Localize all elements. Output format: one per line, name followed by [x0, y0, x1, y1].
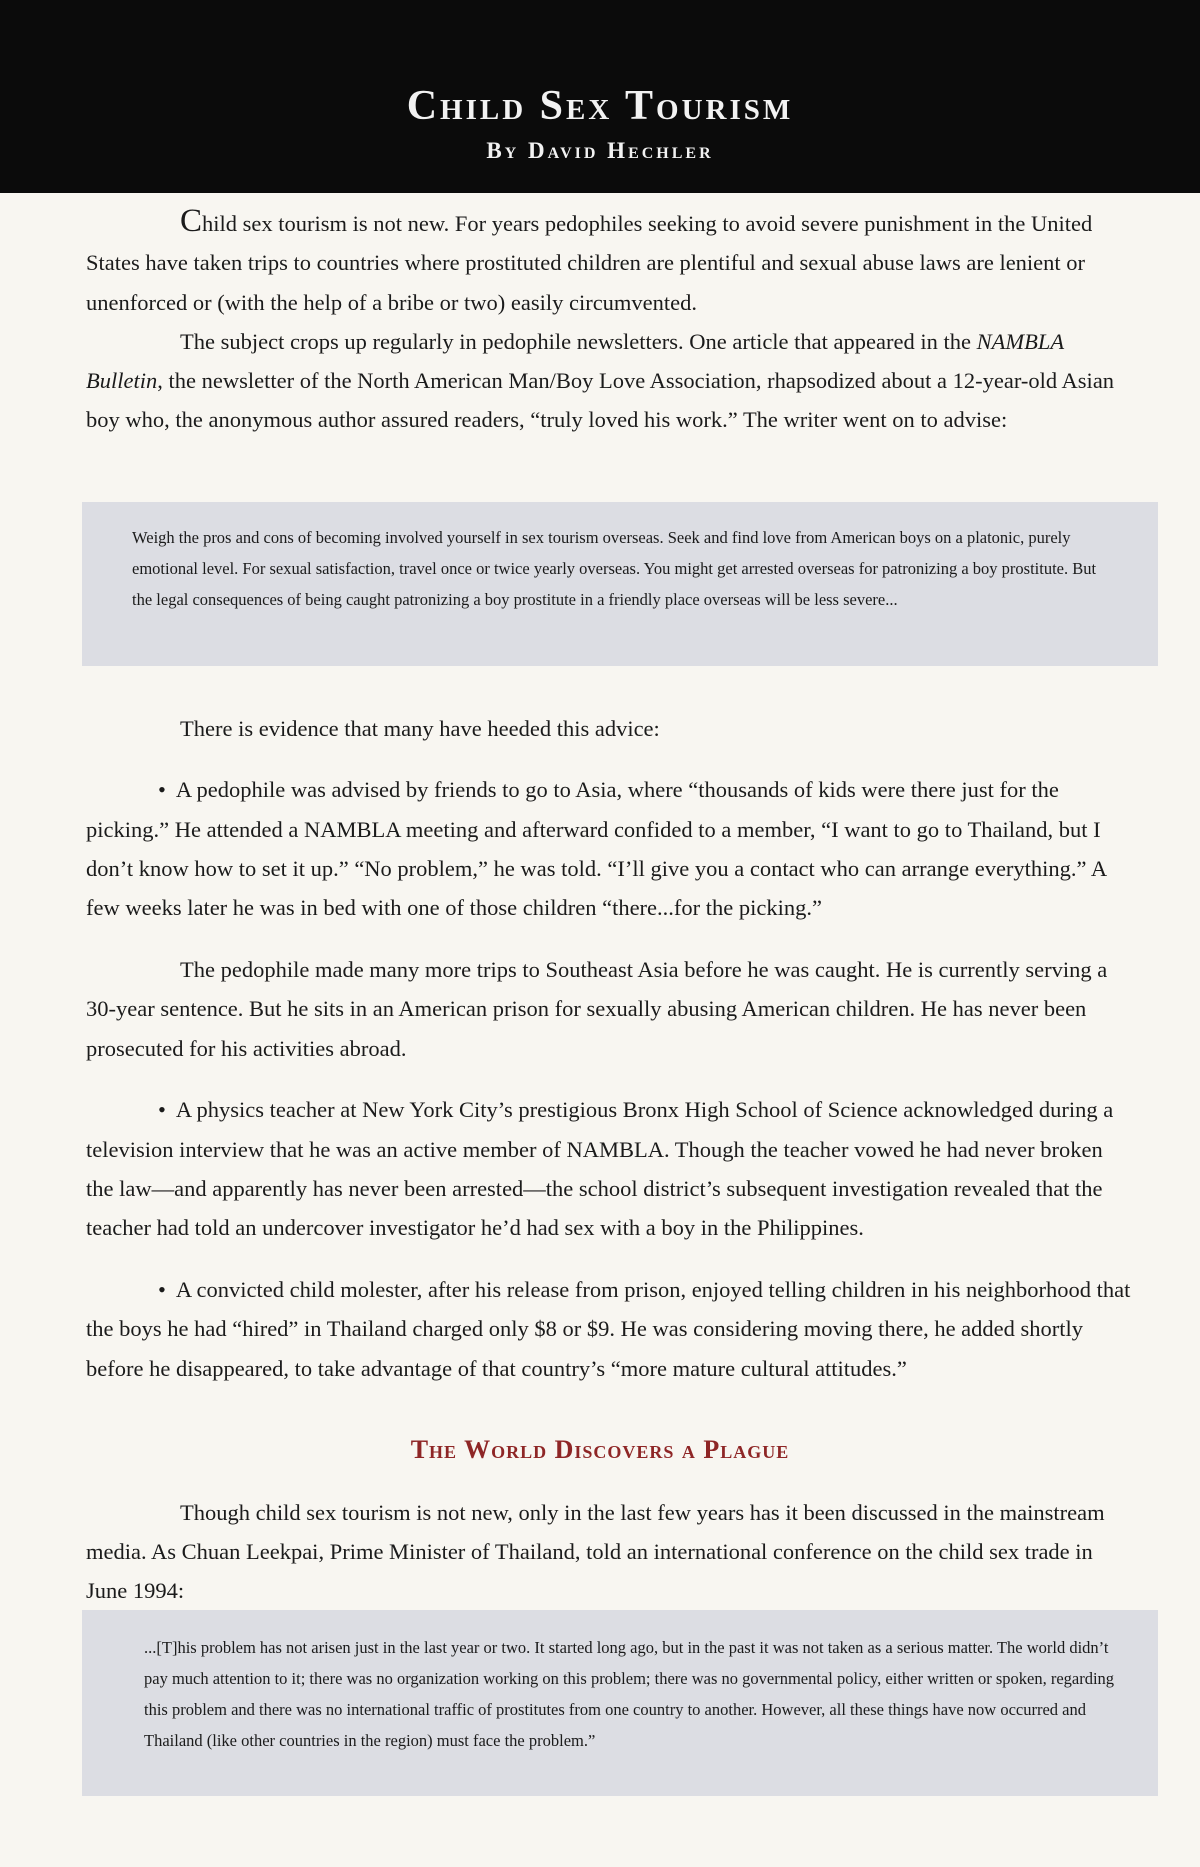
intro-paragraph-2-text-b: , the newsletter of the North American Man/Boy Love Association, rhapsodized about a 12-year-old Asian boy who, the anonymous author assured readers, “truly loved his work.” The writer went on to advise: [86, 368, 1115, 433]
bullet-item-3-text: A convicted child molester, after his release from prison, enjoyed telling children in his neighborhood that the boys he had “hired” in Thailand charged only $8 or $9. He was considering moving there, he added shortly before he disappeared, to take advantage of that country’s “more mature cultural attitudes.” [86, 1277, 1131, 1381]
section-heading: The World Discovers a Plague [410, 1435, 790, 1464]
evidence-text [86, 686, 1134, 1410]
article-title: Child Sex Tourism [406, 83, 794, 129]
block-quote-2: ...[T]his problem has not arisen just in the last year or two. It started long ago, but in the past it was not taken as a serious matter. The world didn’t pay much attention to it; there was no organization working on this problem; there was no governmental policy, either written or spoken, regarding this problem and there was no international traffic of prostitutes from one country to another. However, all these things have now occurred and Thailand (like other countries in the region) must face the problem.” [82, 1610, 1158, 1796]
bullet-symbol: • [158, 1097, 166, 1123]
intro-paragraph-2 [86, 322, 1134, 440]
bullet-item-2-text: A physics teacher at New York City’s prestigious Bronx High School of Science acknowledged during a television interview that he was an active member of NAMBLA. Though the teacher vowed he had never broken the law—and apparently has never been arrested—the school district’s subsequent investigation revealed that the teacher had told an undercover investigator he’d had sex with a boy in the Philippines. [86, 1097, 1114, 1241]
block-quote-1: Weigh the pros and cons of becoming involved yourself in sex tourism overseas. Seek and find love from American boys on a platonic, purely emotional level. For sexual satisfaction, travel once or twice yearly overseas. You might get arrested overseas for patronizing a boy prostitute. But the legal consequences of being caught patronizing a boy prostitute in a friendly place overseas will be less severe... [82, 502, 1158, 666]
header-banner [0, 0, 1200, 193]
intro-paragraph-1-text: hild sex tourism is not new. For years pedophiles seeking to avoid severe punishment in the United States have taken trips to countries where prostituted children are plentiful and sexual abuse laws are lenient or unenforced or (with the help of a bribe or two) easily circumvented. [86, 211, 1093, 315]
bullet-symbol: • [158, 777, 166, 803]
bullet-item-1 [86, 770, 1134, 927]
paragraph-3: There is evidence that many have heeded this advice: [180, 715, 660, 741]
section-text [86, 1470, 1134, 1633]
bullet-symbol: • [158, 1277, 166, 1303]
paragraph-4: The pedophile made many more trips to Southeast Asia before he was caught. He is currently serving a 30-year sentence. But he sits in an American prison for sexually abusing American children. He has never been prosecuted for his activities abroad. [86, 956, 1108, 1061]
bullet-item-1-text: A pedophile was advised by friends to go to Asia, where “thousands of kids were there just for the picking.” He attended a NAMBLA meeting and afterward confided to a member, “I want to go to Thailand, but I don’t know how to set it up.” “No problem,” he was told. “I’ll give you a contact who can arrange everything.” A few weeks later he was in bed with one of those children “there...for the picking.” [86, 777, 1106, 921]
bullet-item-2 [86, 1090, 1134, 1247]
intro-paragraph-1 [86, 204, 1134, 322]
section-paragraph-1: Though child sex tourism is not new, only in the last few years has it been discussed in the mainstream media. As Chuan Leekpai, Prime Minister of Thailand, told an international conference on the child sex trade in June 1994: [86, 1499, 1105, 1604]
newsletter-title: NAMBLA Bulletin [86, 328, 1064, 394]
article-byline: By David Hechler [486, 138, 714, 163]
drop-cap: C [180, 203, 203, 239]
bullet-item-3 [86, 1270, 1134, 1388]
intro-text [86, 204, 1134, 440]
intro-paragraph-2-text-a: The subject crops up regularly in pedophile newsletters. One article that appeared in the [180, 328, 977, 354]
